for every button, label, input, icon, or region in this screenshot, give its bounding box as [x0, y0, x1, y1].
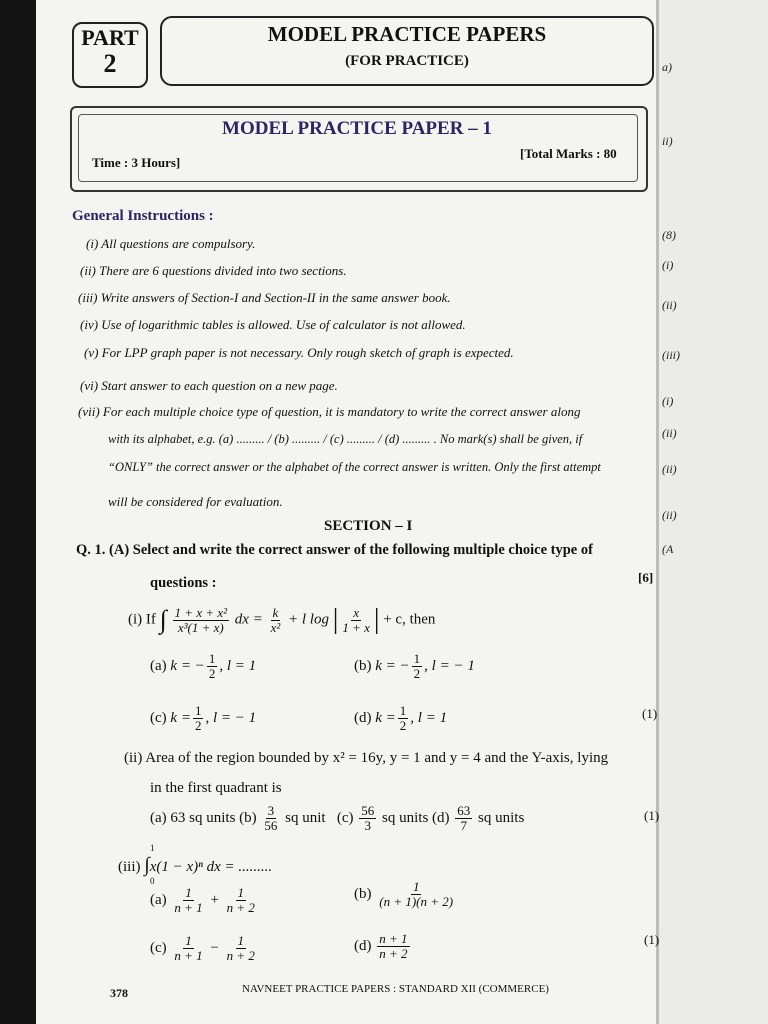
fraction [455, 804, 472, 833]
fraction [377, 932, 409, 961]
denominator: n + 2 [379, 946, 408, 961]
fraction [193, 704, 204, 733]
marks-label: (1) [644, 808, 660, 823]
numerator: 56 [361, 803, 375, 818]
sub-question-number: (iii) [118, 859, 141, 875]
denominator: 2 [413, 666, 421, 681]
sub-question-number: (ii) [124, 750, 143, 766]
numerator: 1 [194, 703, 202, 718]
fraction [172, 934, 204, 963]
numerator: 1 [237, 933, 245, 948]
option-letter: (d) [354, 937, 372, 954]
fraction [262, 804, 279, 833]
numerator: 1 [208, 651, 216, 666]
denominator: 7 [460, 818, 468, 833]
instruction-item [86, 236, 255, 252]
instruction-item [78, 404, 580, 420]
denominator: x³(1 + x) [177, 619, 224, 635]
numerator: 3 [267, 803, 275, 818]
instruction-item [78, 290, 451, 306]
fraction [173, 606, 229, 635]
edge-mark: (iii) [662, 348, 680, 362]
option-text: , l = 1 [219, 657, 257, 674]
option-letter: (c) [150, 939, 167, 956]
denominator: n + 2 [226, 900, 255, 915]
option-text: k = − [375, 657, 410, 674]
option-a: (a) 63 sq units [150, 809, 236, 826]
option-letter: (c) [150, 709, 167, 726]
fraction [225, 934, 257, 963]
option-b [354, 652, 475, 681]
edge-mark: (ii) [662, 298, 677, 312]
option-text: sq units [478, 809, 525, 826]
numerator: 1 [399, 703, 407, 718]
part-number: 2 [103, 49, 117, 78]
marks-label: (1) [642, 706, 658, 721]
numerator: 63 [457, 803, 471, 818]
total-marks: [Total Marks : 80 [520, 146, 617, 161]
question-marks: [6] [638, 570, 654, 585]
instruction-item [84, 345, 514, 361]
instruction-number: (vi) [80, 378, 99, 393]
option-letter: (b) [239, 809, 257, 826]
edge-mark: (ii) [662, 426, 677, 440]
option-letter: (d) [432, 809, 450, 826]
fraction [340, 606, 372, 635]
numerator: x [353, 604, 359, 620]
instruction-number: (iv) [80, 317, 99, 332]
fraction [269, 606, 283, 635]
edge-mark: (i) [662, 258, 674, 272]
option-text: , l = − 1 [424, 657, 475, 674]
option-letter: (b) [354, 885, 372, 902]
time-allowed: Time : 3 Hours] [92, 155, 181, 170]
instruction-text: Start answer to each question on a new page. [101, 378, 338, 393]
fraction [377, 880, 455, 909]
option-text: sq unit [285, 809, 326, 826]
part-label: PART [81, 25, 139, 50]
question-heading [76, 542, 593, 559]
instruction-number: (v) [84, 345, 99, 360]
sub-question-i [128, 604, 435, 636]
question-text: Area of the region bounded by x² = 16y, y = 1 and y = 4 and the Y-axis, lying [145, 750, 609, 766]
instruction-text: There are 6 questions divided into two sections. [99, 263, 347, 278]
section-heading: SECTION – I [324, 518, 413, 534]
denominator: (n + 1)(n + 2) [379, 894, 454, 909]
option-a [150, 652, 256, 681]
fraction [398, 704, 409, 733]
edge-mark: ii) [662, 134, 673, 148]
question-instruction: Select and write the correct answer of the following multiple choice type of [132, 542, 593, 558]
sub-question-ii [124, 750, 608, 767]
sub-question-iii [118, 854, 272, 877]
instruction-continuation: “ONLY” the correct answer or the alphabet of the correct answer is written. Only the first attempt [108, 460, 601, 474]
option-text: k = [375, 709, 396, 726]
instruction-item [80, 263, 347, 279]
instruction-continuation: with its alphabet, e.g. (a) ......... / (b) ......... / (c) ......... / (d) ......... . No mark(s) shall be given, if [108, 432, 583, 446]
denominator: 2 [194, 718, 202, 733]
instruction-text: For LPP graph paper is not necessary. Only rough sketch of graph is expected. [101, 345, 514, 360]
denominator: 2 [399, 718, 407, 733]
numerator: 1 [412, 879, 420, 894]
footer-text: NAVNEET PRACTICE PAPERS : STANDARD XII (COMMERCE) [242, 983, 549, 995]
option-c [150, 704, 256, 733]
question-instruction-cont: questions : [150, 575, 217, 591]
edge-mark: (8) [662, 228, 676, 242]
fraction [225, 886, 257, 915]
instruction-text: All questions are compulsory. [101, 236, 256, 251]
fraction [172, 886, 204, 915]
tail-text: + c, then [383, 611, 436, 628]
edge-mark: (A [662, 542, 674, 556]
option-letter: (a) [150, 657, 167, 674]
numerator: n + 1 [379, 931, 408, 946]
integral-sign: ∫ [144, 854, 150, 876]
integral-upper-limit: 1 [150, 843, 155, 853]
option-d [354, 932, 412, 961]
numerator: 1 [185, 933, 192, 948]
denominator: 1 + x [342, 619, 370, 635]
option-letter: (d) [354, 709, 372, 726]
marks-label: (1) [644, 932, 660, 947]
edge-mark: (ii) [662, 462, 677, 476]
denominator: 3 [364, 818, 372, 833]
fraction [359, 804, 376, 833]
fraction [207, 652, 218, 681]
abs-bar-left: | [332, 604, 339, 635]
instructions-heading: General Instructions : [72, 208, 214, 224]
fraction [412, 652, 423, 681]
page-number: 378 [110, 986, 128, 1000]
operator: − [210, 939, 219, 956]
denominator: x² [270, 619, 281, 635]
option-c [150, 934, 259, 963]
option-text: k = [170, 709, 191, 726]
instruction-number: (vii) [78, 404, 100, 419]
denominator: n + 1 [174, 948, 203, 963]
instruction-text: Write answers of Section-I and Section-II in the same answer book. [100, 290, 451, 305]
log-term: + l log [287, 611, 329, 628]
option-letter: (c) [336, 809, 354, 826]
numerator: k [272, 604, 279, 620]
option-b [354, 880, 457, 909]
option-text: sq units [382, 809, 429, 826]
page-title: MODEL PRACTICE PAPERS [267, 22, 547, 46]
instruction-item [80, 317, 466, 333]
paper-title: MODEL PRACTICE PAPER – 1 [222, 118, 492, 139]
numerator: 1 [185, 885, 192, 900]
instruction-item [80, 378, 338, 394]
instruction-text: For each multiple choice type of question, it is mandatory to write the correct answer along [102, 404, 581, 419]
instruction-text: Use of logarithmic tables is allowed. Use of calculator is not allowed. [101, 317, 466, 332]
abs-bar-right: | [373, 604, 380, 635]
instruction-number: (iii) [78, 290, 98, 305]
option-d [354, 704, 447, 733]
dx-text: dx = [234, 611, 263, 628]
instruction-number: (ii) [80, 263, 96, 278]
numerator: 1 + x + x² [174, 604, 228, 620]
denominator: 2 [208, 666, 216, 681]
header-title-box [160, 16, 654, 86]
integral-sign: ∫ [159, 605, 167, 634]
page-fold [656, 0, 659, 1024]
option-text: k = − [170, 657, 205, 674]
options-row [150, 804, 524, 833]
instruction-number: (i) [86, 236, 99, 251]
option-letter: (a) [150, 891, 167, 908]
option-a [150, 886, 259, 915]
option-text: , l = − 1 [205, 709, 257, 726]
page-subtitle: (FOR PRACTICE) [345, 53, 469, 69]
option-text: , l = 1 [410, 709, 448, 726]
edge-mark: a) [662, 60, 672, 74]
numerator: 1 [413, 651, 421, 666]
numerator: 1 [237, 885, 245, 900]
sub-question-number: (i) [128, 611, 143, 628]
option-letter: (b) [354, 657, 372, 674]
denominator: n + 2 [226, 948, 255, 963]
question-text: x(1 − x)ⁿ dx = ......... [149, 859, 273, 875]
question-text-cont: in the first quadrant is [150, 780, 282, 796]
edge-mark: (ii) [662, 508, 677, 522]
denominator: 56 [264, 818, 278, 833]
if-text: If [145, 611, 156, 628]
operator: + [210, 891, 219, 908]
instruction-continuation: will be considered for evaluation. [108, 494, 283, 509]
denominator: n + 1 [174, 900, 203, 915]
edge-mark: (i) [662, 394, 674, 408]
integral-lower-limit: 0 [150, 876, 155, 886]
question-label: Q. 1. (A) [76, 542, 130, 558]
part-badge [72, 22, 148, 88]
